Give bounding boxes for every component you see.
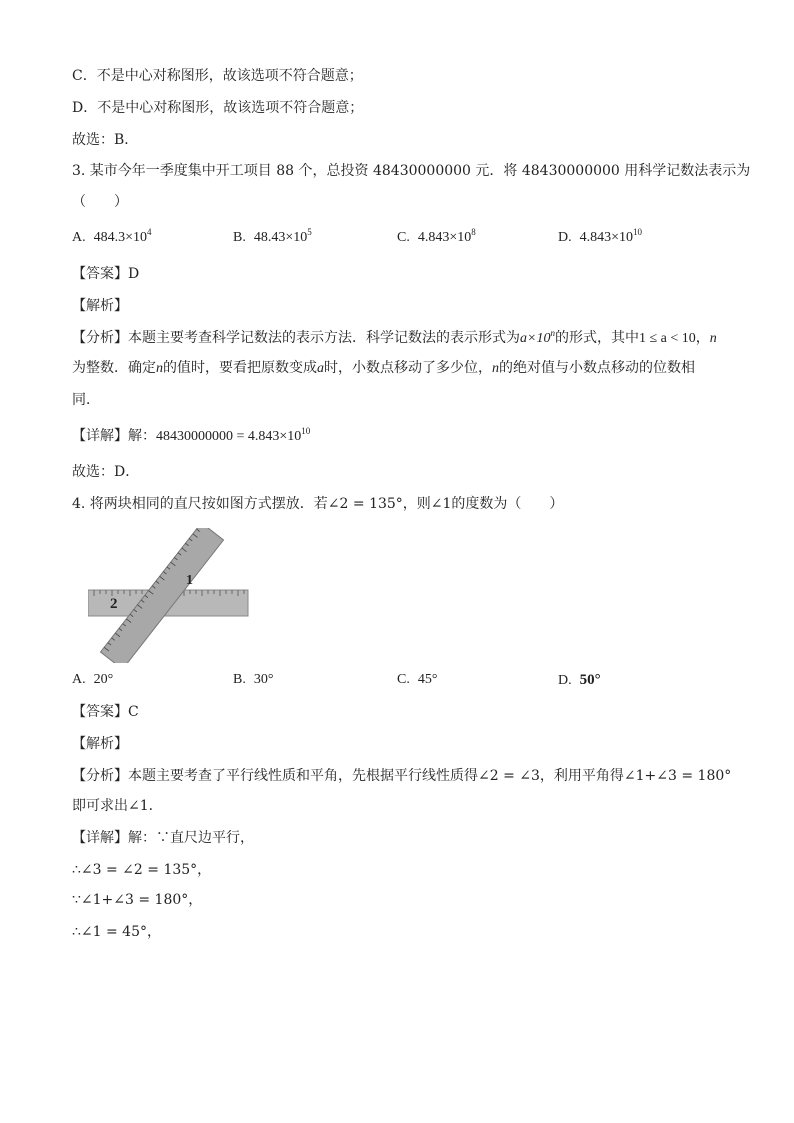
q3-analysis-line1 bbox=[72, 328, 717, 349]
var-n: n bbox=[156, 361, 163, 376]
analysis-text: 本题主要考查了平行线性质和平角，先根据平行线性质得∠2 = ∠3，利用平角得∠1+∠3 = 180° bbox=[128, 768, 732, 784]
q4-analysis-line2: 即可求出∠1． bbox=[72, 798, 163, 814]
q3-detail bbox=[72, 426, 310, 447]
option-base: 48.43×10 bbox=[253, 230, 308, 245]
q3-analysis-heading: 【解析】 bbox=[72, 298, 128, 314]
q4-stem: 4. 将两块相同的直尺按如图方式摆放．若∠2 = 135°，则∠1的度数为（ ） bbox=[72, 496, 564, 512]
q3-option-c[interactable] bbox=[397, 228, 476, 248]
option-exp: 8 bbox=[471, 227, 476, 237]
option-label: B. bbox=[233, 230, 246, 245]
option-base: 4.843×10 bbox=[579, 230, 634, 245]
q4-option-b[interactable] bbox=[233, 670, 273, 690]
option-label: A. bbox=[72, 230, 86, 245]
var-n: n bbox=[492, 361, 499, 376]
option-exp: 10 bbox=[633, 227, 643, 237]
angle-label-1: 1 bbox=[186, 573, 193, 588]
analysis-text: 的形式，其中 bbox=[554, 330, 639, 346]
analysis-text: 的绝对值与小数点移动的位数相 bbox=[499, 360, 695, 376]
q3-option-d[interactable] bbox=[558, 228, 642, 248]
q4-option-d[interactable] bbox=[558, 670, 601, 691]
option-exp: 5 bbox=[307, 227, 312, 237]
inequality: 1 ≤ a < 10 bbox=[638, 331, 696, 346]
option-value: 20° bbox=[93, 672, 114, 687]
detail-exp: 10 bbox=[301, 426, 311, 436]
choose-d: 故选：D． bbox=[72, 464, 140, 480]
option-label: A. bbox=[72, 672, 86, 687]
option-base: 4.843×10 bbox=[417, 230, 472, 245]
option-label: D. bbox=[558, 230, 572, 245]
q4-detail-2: ∴∠3 = ∠2 = 135°， bbox=[72, 862, 212, 878]
q4-analysis-heading: 【解析】 bbox=[72, 736, 128, 752]
var-n: n bbox=[709, 331, 717, 346]
q4-option-a[interactable] bbox=[72, 670, 113, 690]
analysis-tag: 【分析】 bbox=[72, 330, 128, 346]
option-label: B. bbox=[233, 672, 246, 687]
q3-option-b[interactable] bbox=[233, 228, 312, 248]
two-rulers-figure bbox=[88, 528, 253, 663]
q4-detail-1: 【详解】解：∵直尺边平行， bbox=[72, 830, 254, 846]
choose-b: 故选：B． bbox=[72, 132, 139, 148]
analysis-text: 本题主要考查科学记数法的表示方法．科学记数法的表示形式为 bbox=[128, 330, 520, 346]
detail-tag: 【详解】解： bbox=[72, 428, 156, 444]
option-label: C. bbox=[397, 672, 410, 687]
q3-option-a[interactable] bbox=[72, 228, 152, 248]
comma: ， bbox=[695, 330, 710, 346]
detail-equation: 48430000000 = 4.843×10 bbox=[156, 429, 302, 444]
q3-analysis-line3: 同． bbox=[72, 392, 100, 408]
analysis-text: 时，小数点移动了多少位， bbox=[324, 360, 492, 376]
option-c-explanation: C．不是中心对称图形，故该选项不符合题意； bbox=[72, 68, 363, 84]
angle-label-2: 2 bbox=[110, 596, 118, 612]
option-value: 30° bbox=[253, 672, 274, 687]
q4-answer: 【答案】C bbox=[72, 704, 139, 720]
q3-paren: （ ） bbox=[72, 194, 128, 210]
q4-detail-3: ∵∠1+∠3 = 180°， bbox=[72, 892, 203, 908]
analysis-text: 为整数．确定 bbox=[72, 360, 156, 376]
option-label: D. bbox=[558, 673, 572, 688]
option-value: 50° bbox=[579, 672, 601, 688]
q4-analysis-line1 bbox=[72, 766, 731, 786]
sci-notation-exp: n bbox=[550, 328, 555, 338]
q3-analysis-line2 bbox=[72, 358, 695, 379]
analysis-tag: 【分析】 bbox=[72, 768, 128, 784]
option-base: 484.3×10 bbox=[93, 230, 148, 245]
var-a: a bbox=[317, 361, 324, 376]
sci-notation-form: a×10 bbox=[520, 331, 551, 346]
q3-answer: 【答案】D bbox=[72, 266, 140, 282]
option-exp: 4 bbox=[147, 227, 152, 237]
option-label: C. bbox=[397, 230, 410, 245]
analysis-text: 的值时，要看把原数变成 bbox=[163, 360, 317, 376]
q3-stem: 3. 某市今年一季度集中开工项目 88 个，总投资 48430000000 元．将 48430000000 用科学记数法表示为 bbox=[72, 163, 751, 179]
q4-detail-4: ∴∠1 = 45°， bbox=[72, 924, 161, 940]
q4-option-c[interactable] bbox=[397, 670, 437, 690]
option-value: 45° bbox=[417, 672, 438, 687]
option-d-explanation: D．不是中心对称图形，故该选项不符合题意； bbox=[72, 100, 364, 116]
